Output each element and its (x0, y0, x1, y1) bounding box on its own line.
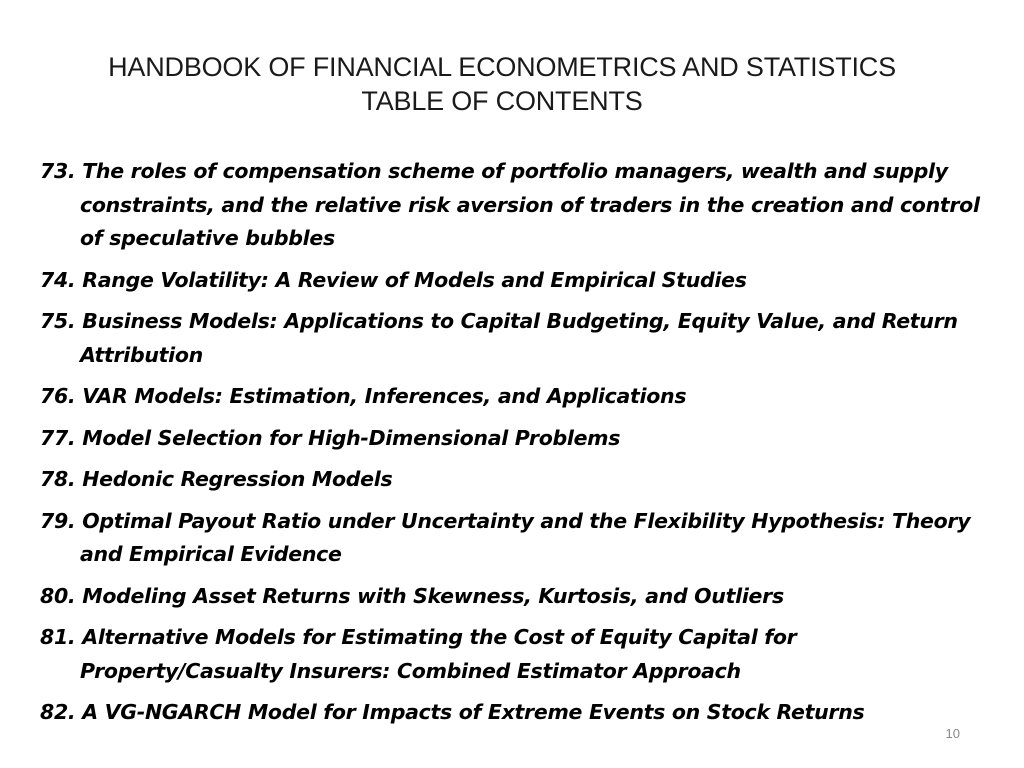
title-line-toc: TABLE OF CONTENTS (361, 86, 643, 116)
toc-item-75: 75. Business Models: Applications to Capital Budgeting, Equity Value, and Return Attribution (40, 309, 958, 367)
toc-item-80: 80. Modeling Asset Returns with Skewness, Kurtosis, and Outliers (40, 583, 784, 608)
toc-item-76: 76. VAR Models: Estimation, Inferences, and Applications (40, 384, 687, 408)
toc-item-73: 73. The roles of compensation scheme of portfolio managers, wealth and supply constraints, and the relative risk aversion of traders in the creation and control of speculative bubbles (40, 159, 980, 250)
toc-item-79: 79. Optimal Payout Ratio under Uncertainty and the Flexibility Hypothesis: Theory and Empirical Evidence (40, 508, 971, 566)
toc-item-78: 78. Hedonic Regression Models (40, 467, 393, 491)
toc-item-82: 82. A VG-NGARCH Model for Impacts of Extreme Events on Stock Returns (40, 700, 865, 724)
toc-item-74: 74. Range Volatility: A Review of Models and Empirical Studies (40, 267, 747, 292)
slide-title (0, 50, 1004, 118)
slide-page-number: 10 (945, 726, 960, 741)
title-line-handbook: HANDBOOK OF FINANCIAL ECONOMETRICS AND STATISTICS (108, 52, 896, 82)
toc-item-81: 81. Alternative Models for Estimating the Cost of Equity Capital for Property/Casualty Insurers: Combined Estimator Approach (40, 625, 797, 683)
toc-item-77: 77. Model Selection for High-Dimensional Problems (40, 425, 621, 450)
table-of-contents-list (40, 155, 1000, 738)
